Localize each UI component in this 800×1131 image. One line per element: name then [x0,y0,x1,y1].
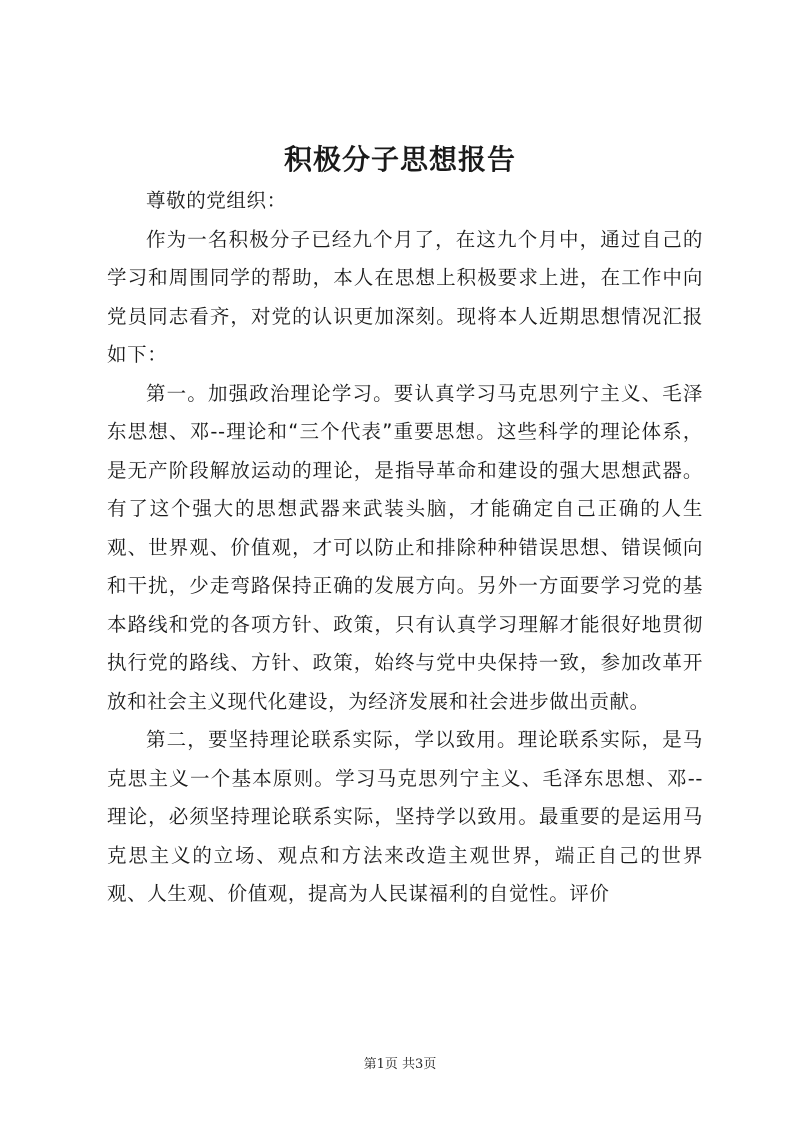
paragraph-first-point: 第一。加强政治理论学习。要认真学习马克思列宁主义、毛泽东思想、邓--理论和“三个代表”重要思想。这些科学的理论体系，是无产阶段解放运动的理论，是指导革命和建设的强大思想武器。有了这个强大的思想武器来武装头脑，才能确定自己正确的人生观、世界观、价值观，才可以防止和排除种种错误思想、错误倾向和干扰，少走弯路保持正确的发展方向。另外一方面要学习党的基本路线和党的各项方针、政策，只有认真学习理解才能很好地贯彻执行党的路线、方针、政策，始终与党中央保持一致，参加改革开放和社会主义现代化建设，为经济发展和社会进步做出贡献。 [107,381,703,713]
paragraph-intro: 作为一名积极分子已经九个月了，在这九个月中，通过自己的学习和周围同学的帮助，本人在思想上积极要求上进，在工作中向党员同志看齐，对党的认识更加深刻。现将本人近期思想情况汇报如下： [107,227,703,366]
paragraph-second-point: 第二，要坚持理论联系实际，学以致用。理论联系实际，是马克思主义一个基本原则。学习马克思列宁主义、毛泽东思想、邓--理论，必须坚持理论联系实际，坚持学以致用。最重要的是运用马克思主义的立场、观点和方法来改造主观世界，端正自己的世界观、人生观、价值观，提高为人民谋福利的自觉性。评价 [107,728,703,905]
document-title: 积极分子思想报告 [283,143,516,176]
salutation: 尊敬的党组织： [146,189,287,212]
page-footer: 第1页 共3页 [363,1057,437,1072]
document-body [107,182,703,914]
